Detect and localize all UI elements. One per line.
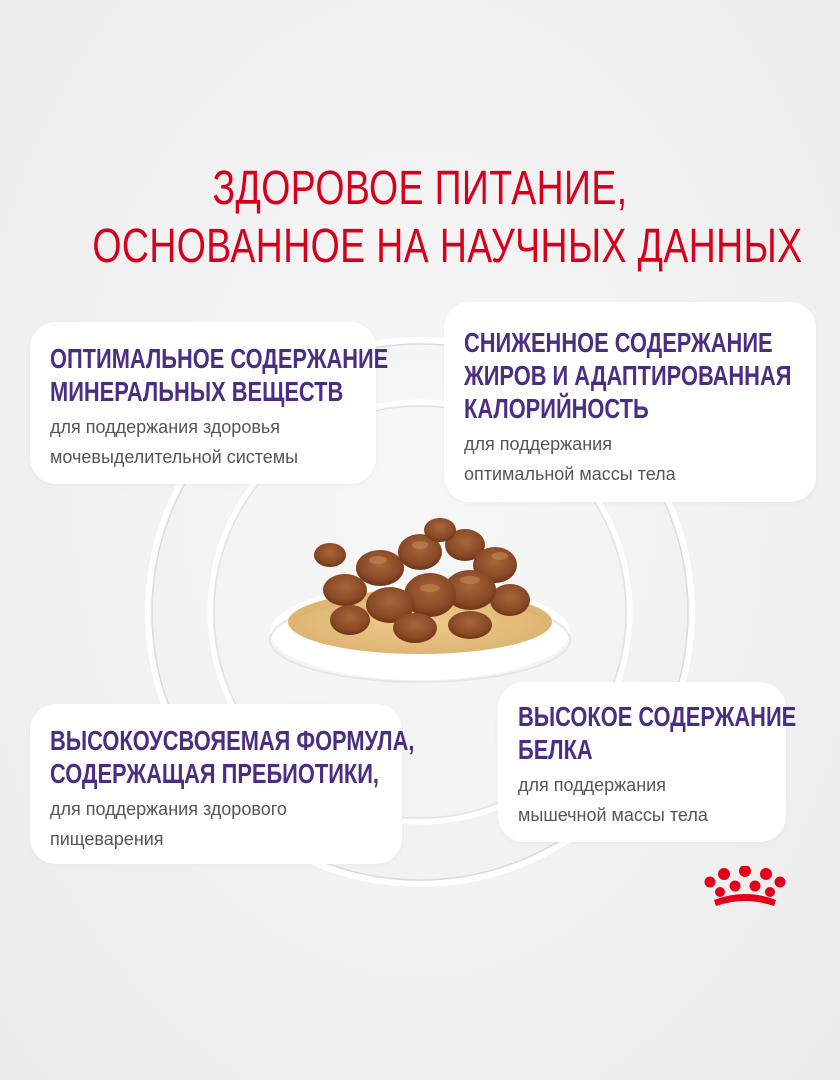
page-title-line-2: ОСНОВАННОЕ НА НАУЧНЫХ ДАННЫХ	[92, 220, 803, 273]
benefit-card-digestion	[30, 704, 415, 864]
crown-logo-icon	[700, 866, 790, 916]
benefit-title: ВЫСОКОЕ СОДЕРЖАНИЕ БЕЛКА	[518, 701, 797, 765]
page-title-line-1: ЗДОРОВОЕ ПИТАНИЕ,	[212, 162, 628, 215]
benefit-card-fat	[444, 302, 816, 502]
benefit-title: ВЫСОКОУСВОЯЕМАЯ ФОРМУЛА, СОДЕРЖАЩАЯ ПРЕБИОТИКИ,	[50, 725, 415, 789]
benefit-description: для поддержания здоровья мочевыделительной системы	[50, 417, 299, 467]
benefit-title: СНИЖЕННОЕ СОДЕРЖАНИЕ ЖИРОВ И АДАПТИРОВАННАЯ КАЛОРИЙНОСТЬ	[464, 327, 792, 424]
benefit-card-minerals	[30, 322, 389, 484]
benefit-card-protein	[498, 682, 797, 842]
benefit-title: ОПТИМАЛЬНОЕ СОДЕРЖАНИЕ МИНЕРАЛЬНЫХ ВЕЩЕСТВ	[50, 343, 389, 407]
benefit-description: для поддержания мышечной массы тела	[518, 775, 708, 825]
benefit-description: для поддержания оптимальной массы тела	[464, 434, 676, 484]
benefit-description: для поддержания здорового пищеварения	[50, 799, 287, 849]
